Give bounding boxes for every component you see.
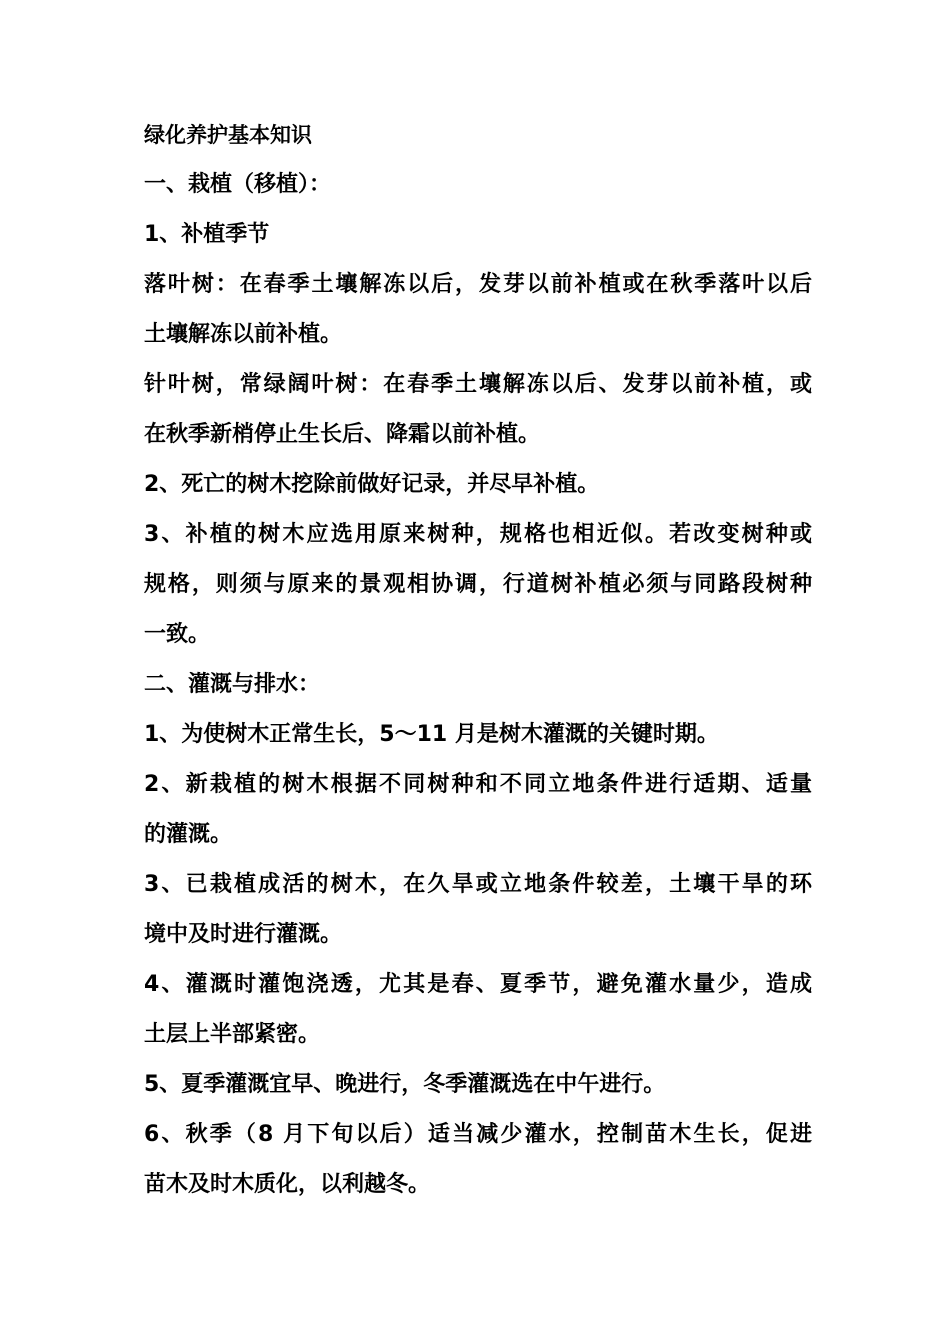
paragraph-line: 2、死亡的树木挖除前做好记录，并尽早补植。 [144,472,600,497]
paragraph-line: 的灌溉。 [144,822,233,847]
paragraph-line: 3、补植的树木应选用原来树种，规格也相近似。若改变树种或 [144,522,812,547]
paragraph-line: 针叶树，常绿阔叶树：在春季土壤解冻以后、发芽以前补植，或 [144,372,812,397]
paragraph-line: 一致。 [144,622,211,647]
document-title: 绿化养护基本知识 [144,123,312,147]
paragraph-line: 3、已栽植成活的树木，在久旱或立地条件较差，土壤干旱的环 [144,872,812,897]
paragraph-line: 落叶树：在春季土壤解冻以后，发芽以前补植或在秋季落叶以后 [144,272,812,297]
subheading-planting-season: 1、补植季节 [144,222,270,247]
section-heading-planting: 一、栽植（移植）： [144,172,332,197]
paragraph-line: 5、夏季灌溉宜早、晚进行，冬季灌溉选在中午进行。 [144,1072,666,1097]
paragraph-line: 1、为使树木正常生长，5～11 月是树木灌溉的关键时期。 [144,722,719,747]
paragraph-line: 2、新栽植的树木根据不同树种和不同立地条件进行适期、适量 [144,772,812,797]
paragraph-line: 境中及时进行灌溉。 [144,922,343,947]
paragraph-line: 苗木及时木质化，以利越冬。 [144,1172,431,1197]
paragraph-line: 规格，则须与原来的景观相协调，行道树补植必须与同路段树种 [144,572,812,597]
paragraph-line: 土壤解冻以前补植。 [144,322,343,347]
section-heading-irrigation: 二、灌溉与排水： [144,672,321,697]
paragraph-line: 6、秋季（8 月下旬以后）适当减少灌水，控制苗木生长，促进 [144,1122,812,1147]
document-page [144,110,812,1210]
paragraph-line: 在秋季新梢停止生长后、降霜以前补植。 [144,422,541,447]
paragraph-line: 土层上半部紧密。 [144,1022,321,1047]
paragraph-line: 4、灌溉时灌饱浇透，尤其是春、夏季节，避免灌水量少，造成 [144,972,812,997]
